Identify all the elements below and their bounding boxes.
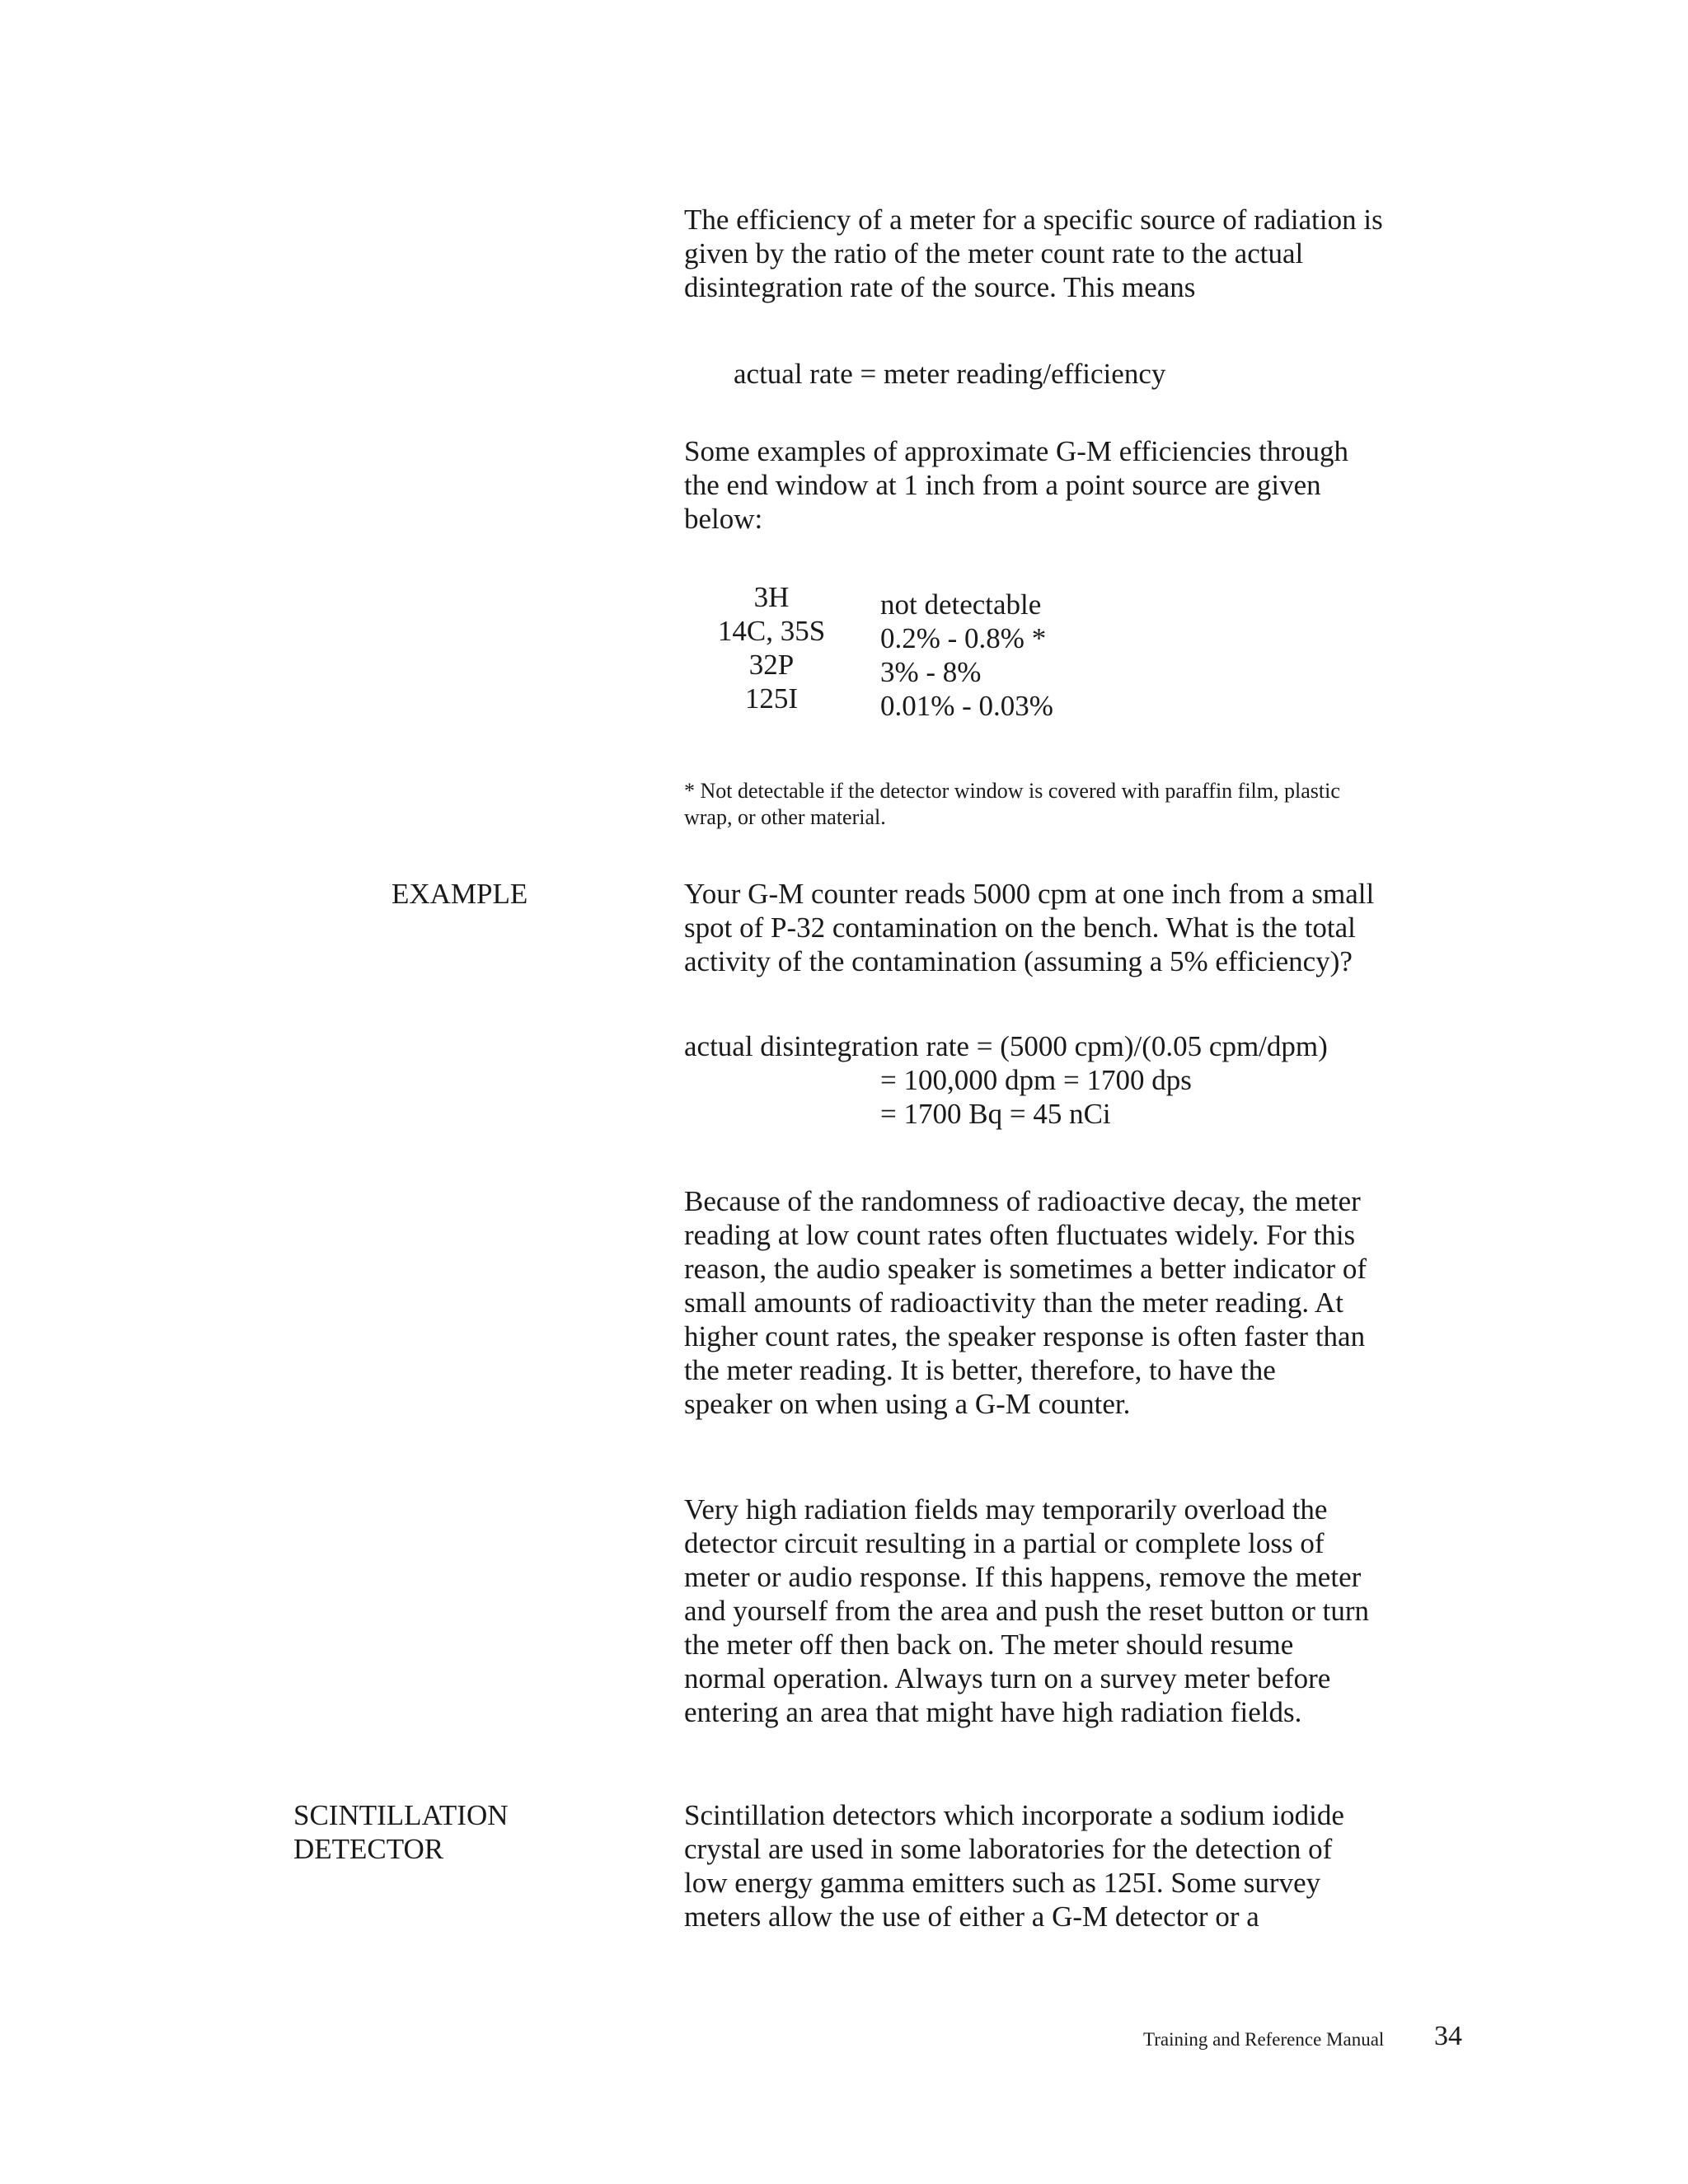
- efficiency-cell: not detectable: [880, 588, 1042, 621]
- text-line: reason, the audio speaker is sometimes a better indicator of: [684, 1253, 1367, 1285]
- page-number: 34: [1434, 2021, 1462, 2051]
- text-line: low energy gamma emitters such as 125I. Some survey: [684, 1867, 1321, 1899]
- text-line: given by the ratio of the meter count rate to the actual: [684, 237, 1304, 269]
- text-line: speaker on when using a G-M counter.: [684, 1388, 1131, 1420]
- efficiency-column: [880, 588, 1053, 723]
- text-line: detector circuit resulting in a partial or complete loss of: [684, 1527, 1325, 1559]
- text-line: Because of the randomness of radioactive decay, the meter: [684, 1185, 1361, 1217]
- efficiency-cell: 0.01% - 0.03%: [880, 690, 1053, 722]
- text-line: meters allow the use of either a G-M detector or a: [684, 1900, 1259, 1933]
- isotope-cell: 3H: [753, 581, 790, 613]
- text-line: normal operation. Always turn on a survey meter before: [684, 1662, 1331, 1694]
- isotope-cell: 32P: [748, 649, 795, 681]
- text-line: crystal are used in some laboratories for the detection of: [684, 1833, 1333, 1865]
- footnote-line: wrap, or other material.: [684, 805, 886, 829]
- examples-intro-paragraph: [684, 434, 1348, 536]
- text-line: Some examples of approximate G-M efficiencies through: [684, 435, 1349, 467]
- efficiency-intro-paragraph: [684, 203, 1383, 304]
- calculation-line: = 1700 Bq = 45 nCi: [880, 1098, 1111, 1130]
- footnote: [684, 778, 1340, 831]
- text-line: activity of the contamination (assuming a 5% efficiency)?: [684, 945, 1353, 977]
- text-line: reading at low count rates often fluctuates widely. For this: [684, 1219, 1356, 1251]
- example-question: [684, 877, 1374, 978]
- text-line: below:: [684, 503, 763, 535]
- randomness-paragraph: [684, 1184, 1367, 1421]
- text-line: Very high radiation fields may temporarily overload the: [684, 1493, 1328, 1526]
- efficiency-formula: [734, 357, 1165, 391]
- overload-paragraph: [684, 1493, 1369, 1729]
- text-line: spot of P-32 contamination on the bench. What is the total: [684, 912, 1356, 944]
- calculation-line: = 100,000 dpm = 1700 dps: [880, 1064, 1192, 1096]
- heading-line: DETECTOR: [293, 1833, 444, 1865]
- scintillation-paragraph: [684, 1798, 1344, 1933]
- text-line: disintegration rate of the source. This means: [684, 271, 1196, 303]
- isotope-column: [714, 580, 829, 715]
- scintillation-heading: [293, 1798, 509, 1866]
- text-line: the meter off then back on. The meter should resume: [684, 1629, 1294, 1661]
- text-line: Scintillation detectors which incorporate a sodium iodide: [684, 1799, 1344, 1831]
- heading-line: SCINTILLATION: [293, 1799, 509, 1831]
- text-line: the end window at 1 inch from a point source are given: [684, 469, 1321, 501]
- example-heading: [392, 877, 528, 911]
- calculation-line: actual disintegration rate = (5000 cpm)/(0.05 cpm/dpm): [684, 1030, 1328, 1062]
- text-line: entering an area that might have high radiation fields.: [684, 1696, 1302, 1728]
- efficiency-cell: 3% - 8%: [880, 656, 982, 688]
- efficiency-cell: 0.2% - 0.8% *: [880, 622, 1047, 654]
- text-line: small amounts of radioactivity than the meter reading. At: [684, 1286, 1343, 1319]
- footer-label: Training and Reference Manual: [1143, 2029, 1385, 2050]
- text-line: Your G-M counter reads 5000 cpm at one inch from a small: [684, 878, 1375, 910]
- text-line: the meter reading. It is better, therefore, to have the: [684, 1354, 1276, 1386]
- footnote-line: * Not detectable if the detector window is covered with paraffin film, plastic: [684, 779, 1340, 803]
- text-line: and yourself from the area and push the reset button or turn: [684, 1595, 1369, 1627]
- text-line: The efficiency of a meter for a specific source of radiation is: [684, 204, 1383, 236]
- text-line: meter or audio response. If this happens, remove the meter: [684, 1561, 1362, 1593]
- isotope-cell: 14C, 35S: [717, 615, 826, 647]
- formula-text: actual rate = meter reading/efficiency: [734, 358, 1166, 390]
- isotope-cell: 125I: [744, 682, 799, 715]
- text-line: higher count rates, the speaker response is often faster than: [684, 1320, 1366, 1352]
- example-calculation: [684, 1029, 1328, 1131]
- example-heading-text: EXAMPLE: [392, 878, 528, 910]
